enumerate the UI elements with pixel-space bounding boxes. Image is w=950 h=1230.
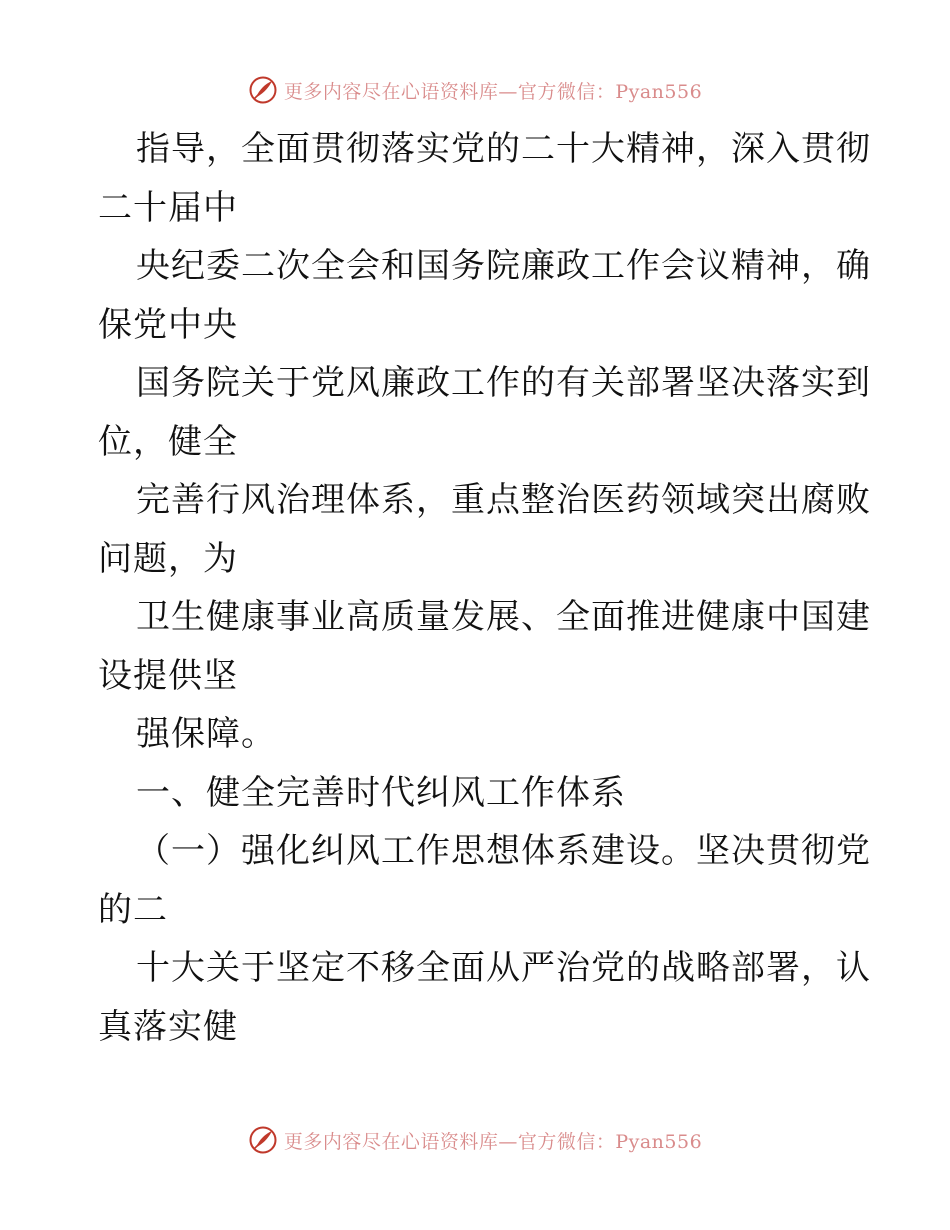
text-line: 真落实健 <box>98 1006 238 1047</box>
header-watermark <box>0 70 950 110</box>
text-line: 设提供坚 <box>98 655 238 696</box>
text-line: 二十届中 <box>98 187 238 228</box>
text-line: 十大关于坚定不移全面从严治党的战略部署，认 <box>136 948 871 988</box>
footer-watermark <box>0 1120 950 1160</box>
text-line: （一）强化纠风工作思想体系建设。坚决贯彻党 <box>136 831 871 871</box>
text-line: 卫生健康事业高质量发展、全面推进健康中国建 <box>136 597 871 637</box>
watermark-text: 更多内容尽在心语资料库—官方微信：Pyan556 <box>283 1130 703 1153</box>
text-line: 一、健全完善时代纠风工作体系 <box>136 772 626 813</box>
feather-logo-icon <box>248 1125 278 1155</box>
text-line: 完善行风治理体系，重点整治医药领域突出腐败 <box>136 480 871 520</box>
document-body <box>98 120 871 1056</box>
text-line: 问题，为 <box>98 538 238 579</box>
text-line: 保党中央 <box>98 304 238 345</box>
text-line: 强保障。 <box>136 714 276 754</box>
feather-logo-icon <box>248 75 278 105</box>
text-line: 位，健全 <box>98 421 238 462</box>
text-line: 指导，全面贯彻落实党的二十大精神，深入贯彻 <box>136 129 871 169</box>
text-line: 央纪委二次全会和国务院廉政工作会议精神，确 <box>136 246 871 286</box>
text-line: 的二 <box>98 889 168 930</box>
watermark-text: 更多内容尽在心语资料库—官方微信：Pyan556 <box>283 80 703 103</box>
text-line: 国务院关于党风廉政工作的有关部署坚决落实到 <box>136 363 871 403</box>
